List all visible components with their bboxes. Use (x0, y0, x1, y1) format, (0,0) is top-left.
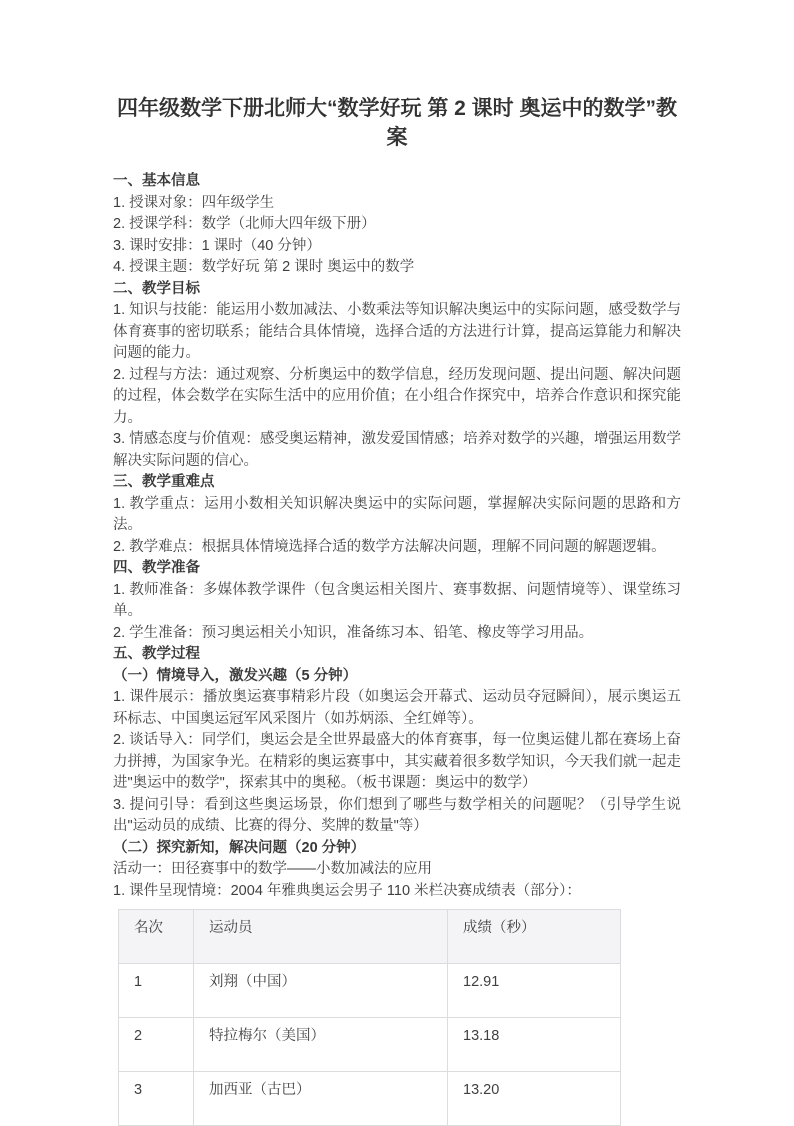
paragraph-line: 3. 课时安排：1 课时（40 分钟） (113, 237, 321, 254)
col-header-athlete: 运动员 (194, 910, 448, 964)
table-cell-athlete: 刘翔（中国） (194, 964, 448, 1018)
section-heading-preparation: 四、教学准备 (113, 560, 200, 576)
paragraph-line: 4. 授课主题：数学好玩 第 2 课时 奥运中的数学 (113, 259, 415, 275)
paragraph-line: 1. 课件展示：播放奥运赛事精彩片段（如奥运会开幕式、运动员夺冠瞬间），展示奥运五环标志、中国奥运冠军风采图片（如苏炳添、全红婵等）。 (113, 689, 681, 727)
table-cell-result: 13.18 (448, 1018, 621, 1072)
table-cell-athlete: 加西亚（古巴） (194, 1072, 448, 1126)
paragraph-line: 1. 知识与技能：能运用小数加减法、小数乘法等知识解决奥运中的实际问题，感受数学与体育赛事的密切联系；能结合具体情境，选择合适的方法进行计算，提高运算能力和解决问题的能力。 (113, 302, 681, 361)
paragraph-line: 3. 提问引导：看到这些奥运场景，你们想到了哪些与数学相关的问题呢？（引导学生说出"运动员的成绩、比赛的得分、奖牌的数量"等） (113, 796, 681, 834)
paragraph-line: 2. 谈话导入：同学们，奥运会是全世界最盛大的体育赛事，每一位奥运健儿都在赛场上奋力拼搏，为国家争光。在精彩的奥运赛事中，其实藏着很多数学知识，今天我们就一起走进"奥运中的数学"，探索其中的奥秘。（板书课题：奥运中的数学） (113, 732, 681, 791)
table-cell-rank: 1 (119, 964, 194, 1018)
page-title: 四年级数学下册北师大“数学好玩 第 2 课时 奥运中的数学”教案 (116, 97, 677, 149)
table-cell-result: 12.91 (448, 964, 621, 1018)
paragraph-line: 活动一：田径赛事中的数学——小数加减法的应用 (113, 861, 432, 877)
section-heading-objectives: 二、教学目标 (113, 280, 200, 297)
table-cell-rank: 2 (119, 1018, 194, 1072)
paragraph-line: 2. 授课学科：数学（北师大四年级下册） (113, 216, 376, 232)
paragraph-line: 1. 教师准备：多媒体教学课件（包含奥运相关图片、赛事数据、问题情境等）、课堂练习单。 (113, 581, 681, 619)
subsection-heading-explore: （二）探究新知，解决问题（20 分钟） (113, 839, 366, 856)
section-heading-process: 五、教学过程 (113, 646, 200, 662)
paragraph-line: 2. 过程与方法：通过观察、分析奥运中的数学信息，经历发现问题、提出问题、解决问题的过程，体会数学在实际生活中的应用价值；在小组合作探究中，培养合作意识和探究能力。 (113, 366, 681, 426)
col-header-result: 成绩（秒） (448, 910, 621, 964)
table-row (119, 1072, 621, 1126)
paragraph-line: 2. 学生准备：预习奥运相关小知识，准备练习本、铅笔、橡皮等学习用品。 (113, 624, 594, 641)
table-row (119, 964, 621, 1018)
table-row (119, 1018, 621, 1072)
subsection-heading-intro: （一）情境导入，激发兴趣（5 分钟） (113, 667, 358, 684)
paragraph-line: 3. 情感态度与价值观：感受奥运精神，激发爱国情感；培养对数学的兴趣，增强运用数学解决实际问题的信心。 (113, 431, 681, 469)
paragraph-line: 1. 教学重点：运用小数相关知识解决奥运中的实际问题，掌握解决实际问题的思路和方法。 (113, 495, 681, 533)
section-heading-basic-info: 一、基本信息 (113, 173, 200, 189)
col-header-rank: 名次 (119, 910, 194, 964)
section-heading-key-points: 三、教学重难点 (113, 474, 215, 490)
table-header-row (119, 910, 621, 964)
paragraph-line: 1. 授课对象：四年级学生 (113, 194, 275, 211)
table-cell-rank: 3 (119, 1072, 194, 1126)
paragraph-line: 1. 课件呈现情境：2004 年雅典奥运会男子 110 米栏决赛成绩表（部分）： (113, 882, 581, 899)
paragraph-line: 2. 教学难点：根据具体情境选择合适的数学方法解决问题，理解不同问题的解题逻辑。 (113, 538, 666, 555)
table-cell-result: 13.20 (448, 1072, 621, 1126)
score-table (118, 909, 621, 1126)
table-cell-athlete: 特拉梅尔（美国） (194, 1018, 448, 1072)
